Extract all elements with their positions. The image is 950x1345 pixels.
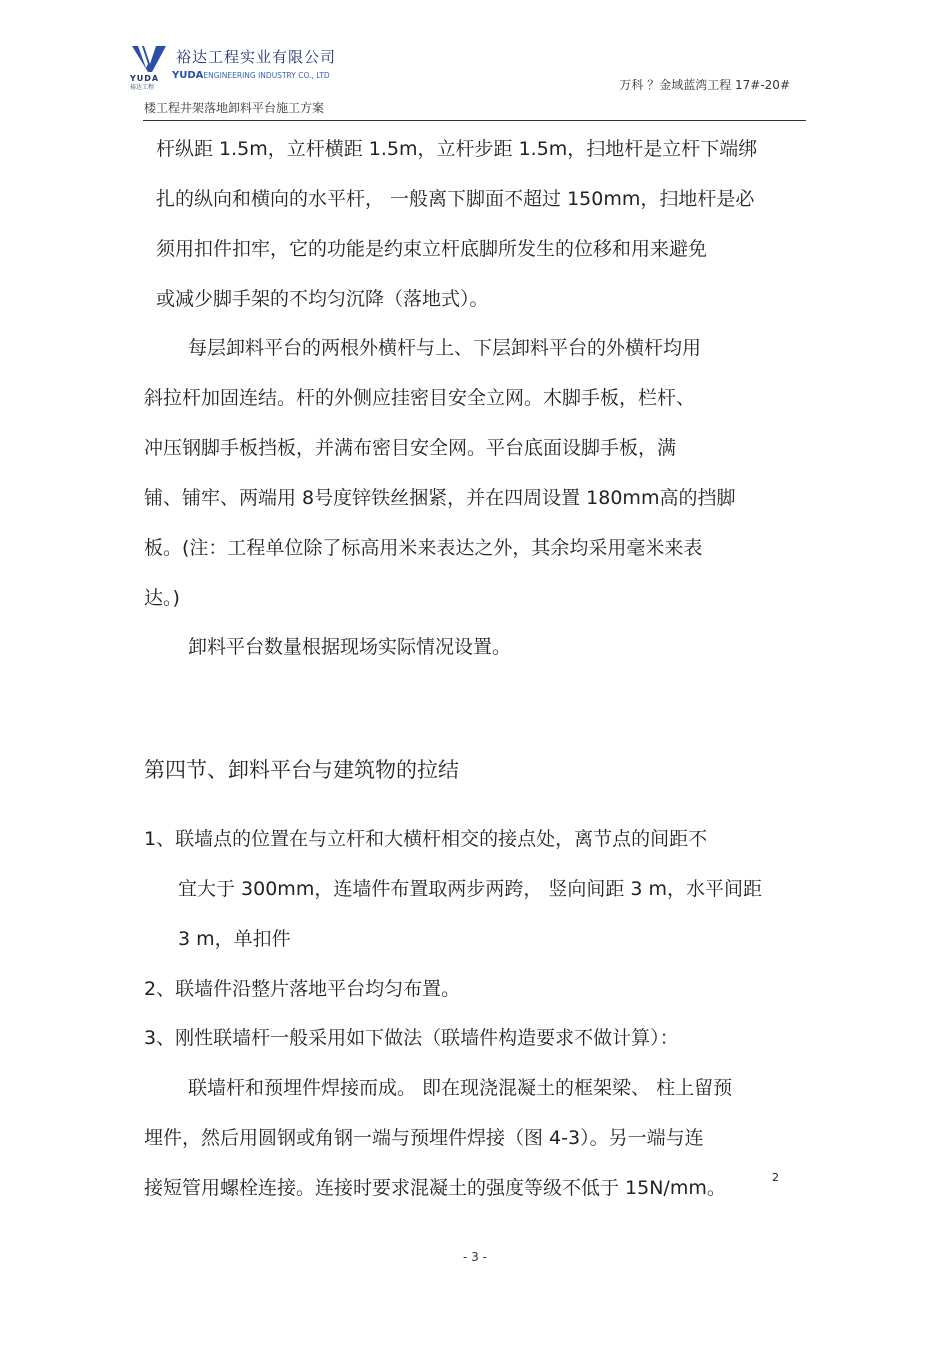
text-line: 扎的纵向和横向的水平杆， 一般离下脚面不超过 150mm，扫地杆是必: [156, 188, 755, 210]
list-item: 1、联墙点的位置在与立杆和大横杆相交的接点处，离节点的间距不: [144, 828, 708, 850]
project-name: 万科 ？金域蓝湾工程 17#-20#: [619, 78, 790, 92]
text-line: 须用扣件扣牢，它的功能是约束立杆底脚所发生的位移和用来避免: [156, 238, 708, 260]
text-line: 接短管用螺栓连接。连接时要求混凝土的强度等级不低于 15N/mm。: [144, 1177, 726, 1199]
text-line: 埋件，然后用圆钢或角钢一端与预埋件焊接（图 4-3）。另一端与连: [144, 1127, 704, 1149]
yuda-logo-icon: [130, 44, 168, 74]
text-line: 冲压钢脚手板挡板，并满布密目安全网。平台底面设脚手板，满: [144, 437, 677, 459]
list-item: 3、刚性联墙杆一般采用如下做法（联墙件构造要求不做计算）：: [144, 1027, 679, 1049]
text-line: 联墙杆和预埋件焊接而成。 即在现浇混凝土的框架梁、 柱上留预: [188, 1077, 733, 1099]
logo-sub-text: 裕达工程: [130, 84, 155, 91]
text-line: 铺、铺牢、两端用 8号度锌铁丝捆紧，并在四周设置 180mm高的挡脚: [144, 487, 736, 509]
list-item-continuation: 宜大于 300mm，连墙件布置取两步两跨， 竖向间距 3 m，水平间距: [178, 878, 763, 900]
page-number: - 3 -: [463, 1250, 487, 1264]
text-line: 板。(注：工程单位除了标高用米来表达之外，其余均采用毫米来表: [144, 537, 703, 559]
company-name-cn: 裕达工程实业有限公司: [176, 48, 337, 66]
logo-mark-text: YUDA: [130, 74, 160, 83]
text-line: 杆纵距 1.5m，立杆横距 1.5m，立杆步距 1.5m，扫地杆是立杆下端绑: [156, 138, 758, 160]
text-line: 斜拉杆加固连结。杆的外侧应挂密目安全立网。木脚手板，栏杆、: [144, 387, 696, 409]
list-item-continuation: 3 m，单扣件: [178, 928, 291, 950]
text-line: 或减少脚手架的不均匀沉降（落地式）。: [156, 288, 489, 310]
text-line: 达。): [144, 587, 180, 609]
section-heading: 第四节、卸料平台与建筑物的拉结: [144, 758, 459, 782]
text-line: 卸料平台数量根据现场实际情况设置。: [188, 636, 512, 658]
company-name-en: YUDAENGINEERING INDUSTRY CO., LTD: [172, 70, 330, 81]
superscript: 2: [772, 1171, 779, 1184]
header-divider: [143, 120, 806, 121]
company-logo: [130, 44, 345, 91]
text-line: 每层卸料平台的两根外横杆与上、下层卸料平台的外横杆均用: [188, 337, 702, 359]
document-title: 楼工程井架落地卸料平台施工方案: [144, 101, 325, 115]
list-item: 2、联墙件沿整片落地平台均匀布置。: [144, 978, 461, 1000]
